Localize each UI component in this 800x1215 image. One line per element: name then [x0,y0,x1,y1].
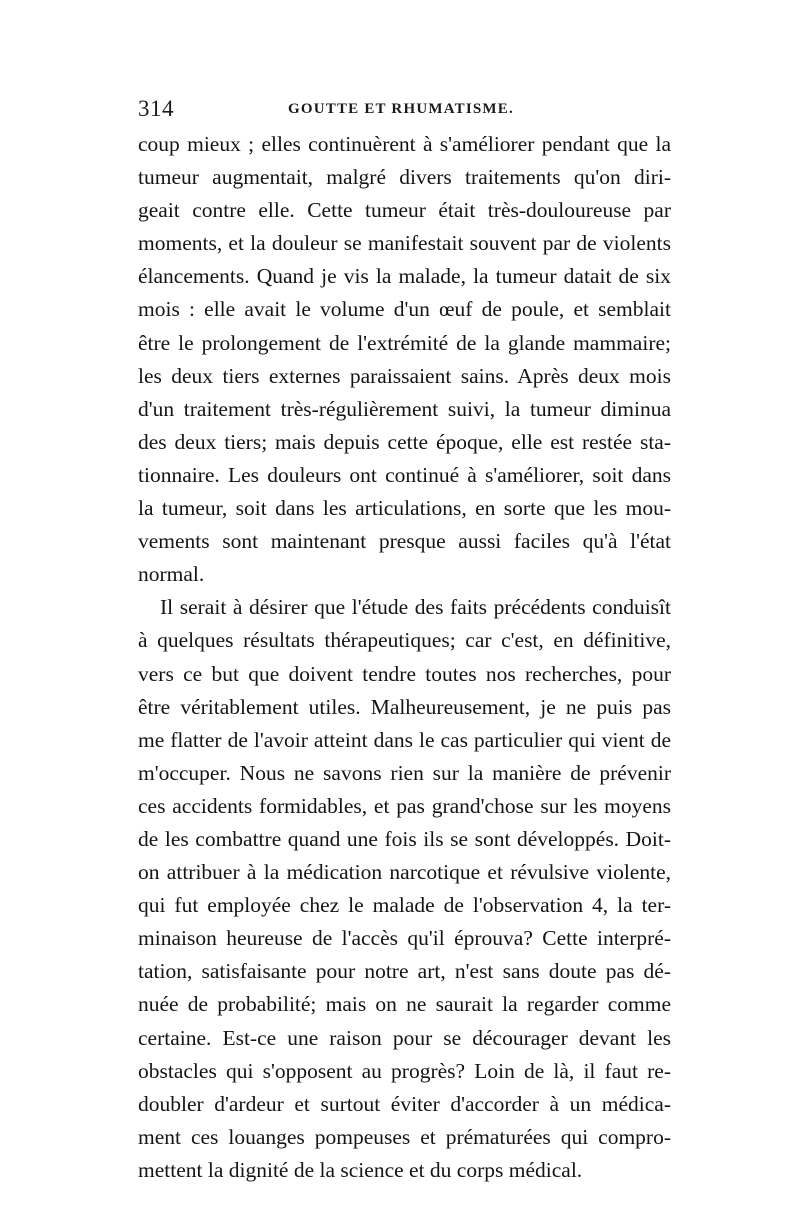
text-line: coup mieux ; elles continuèrent à s'améliorer pendant que la [138,132,671,156]
text-line: mois : elle avait le volume d'un œuf de poule, et semblait [138,297,671,322]
text-line: qui fut employée chez le malade de l'observation 4, la ter- [138,893,671,918]
text-line: de les combattre quand une fois ils se sont développés. Doit- [138,826,671,851]
text-line: mettent la dignité de la science et du corps médical. [138,1157,583,1182]
text-line: ces accidents formidables, et pas grand'chose sur les moyens [138,793,671,818]
text-line: d'un traitement très-régulièrement suivi, la tumeur diminua [138,396,671,421]
page-body [138,128,671,1187]
text-line: vements sont maintenant presque aussi faciles qu'à l'état [138,529,671,554]
text-line: Il serait à désirer que l'étude des faits précédents conduisît [160,595,671,620]
text-line: à quelques résultats thérapeutiques; car c'est, en définitive, [138,628,671,653]
paragraph-1 [138,128,671,591]
text-line: des deux tiers; mais depuis cette époque, elle est restée sta- [138,429,671,454]
text-line: m'occuper. Nous ne savons rien sur la manière de prévenir [138,760,671,785]
text-line: la tumeur, soit dans les articulations, en sorte que les mou- [138,496,671,521]
text-line: obstacles qui s'opposent au progrès? Loin de là, il faut re- [138,1058,671,1083]
running-head: GOUTTE ET RHUMATISME. [288,101,514,117]
text-line: ment ces louanges pompeuses et prématurées qui compro- [138,1124,671,1149]
text-line: on attribuer à la médication narcotique et révulsive violente, [138,860,671,885]
text-line: être le prolongement de l'extrémité de la glande mammaire; [138,330,671,355]
text-line: minaison heureuse de l'accès qu'il éprouva? Cette interpré- [138,926,671,951]
page-number: 314 [138,96,174,121]
paragraph-2 [138,591,671,1187]
text-line: tionnaire. Les douleurs ont continué à s'améliorer, soit dans [138,462,671,487]
text-line: vers ce but que doivent tendre toutes nos recherches, pour [138,661,671,686]
text-line: les deux tiers externes paraissaient sains. Après deux mois [138,363,671,388]
text-line: geait contre elle. Cette tumeur était très-douloureuse par [138,198,671,223]
text-line: tation, satisfaisante pour notre art, n'est sans doute pas dé- [138,959,671,984]
text-line: élancements. Quand je vis la malade, la tumeur datait de six [138,264,671,289]
text-line: normal. [138,562,205,587]
text-line: me flatter de l'avoir atteint dans le cas particulier qui vient de [138,727,671,752]
page-header [138,96,671,126]
text-line: être véritablement utiles. Malheureusement, je ne puis pas [138,694,671,719]
text-line: nuée de probabilité; mais on ne saurait la regarder comme [138,992,671,1017]
text-line: doubler d'ardeur et surtout éviter d'accorder à un médica- [138,1091,671,1116]
text-line: certaine. Est-ce une raison pour se décourager devant les [138,1025,671,1050]
text-line: tumeur augmentait, malgré divers traitements qu'on diri- [138,165,671,190]
text-line: moments, et la douleur se manifestait souvent par de violents [138,231,671,256]
